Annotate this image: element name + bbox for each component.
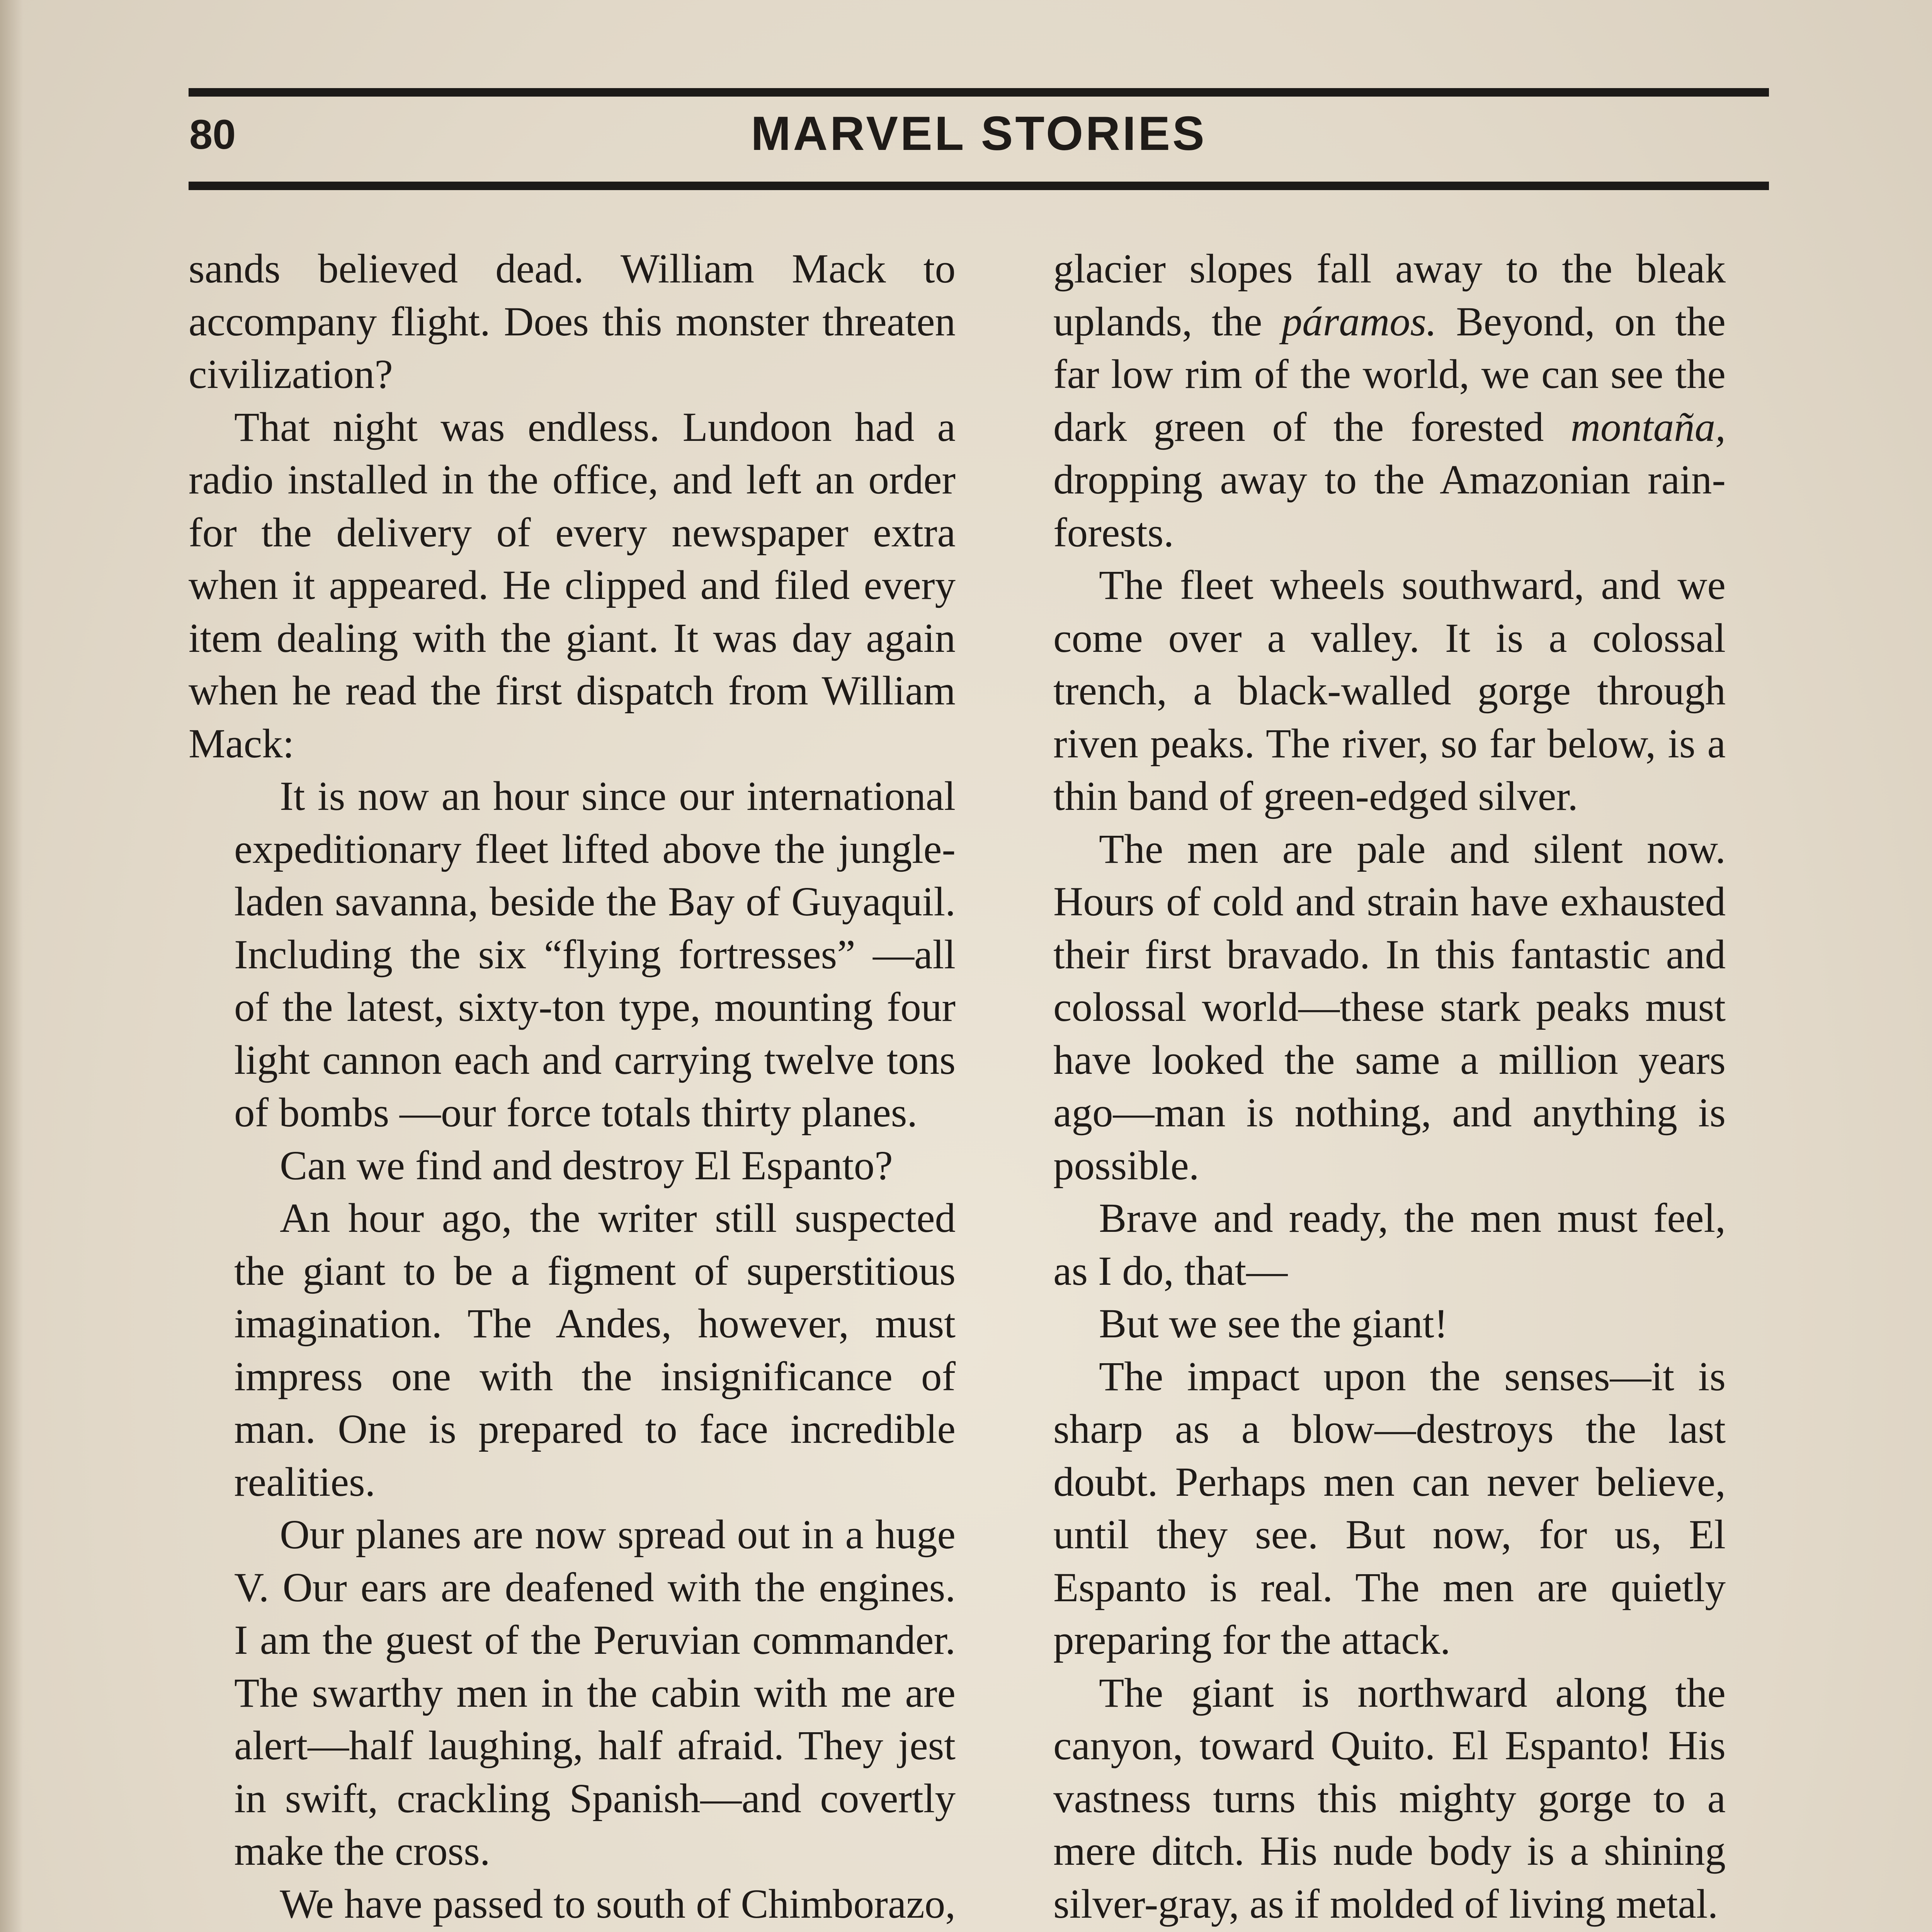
paragraph [1053, 243, 1726, 559]
header-rule-top [189, 88, 1769, 97]
page-edge-shadow [0, 0, 23, 1932]
text-run: dropping away to the Amazonian rain-forests. [1053, 457, 1726, 556]
dispatch-paragraph: An hour ago, the writer still suspected the giant to be a figment of superstitious imagination. The Andes, however, must impress one with the insignificance of man. One is prepared to face incredible realities. [234, 1196, 956, 1505]
paragraph: sands believed dead. William Mack to accompany flight. Does this monster threaten civilization? [189, 246, 956, 397]
header-rule-bottom [189, 182, 1769, 190]
left-column [189, 243, 956, 1932]
paragraph: The impact upon the senses—it is sharp as a blow—destroys the last doubt. Perhaps men can never believe, until they see. But now, for us, El Espanto is real. The men are quietly preparing for the attack. [1053, 1354, 1726, 1663]
paragraph: That night was endless. Lundoon had a radio installed in the office, and left an order for the delivery of every newspaper extra when it appeared. He clipped and filed every item dealing with the giant. It was day again when he read the first dispatch from William Mack: [189, 404, 956, 767]
paragraph: The fleet wheels southward, and we come over a valley. It is a colossal trench, a black-walled gorge through riven peaks. The river, so far below, is a thin band of green-edged silver. [1053, 563, 1726, 819]
italic-term: páramos. [1281, 299, 1437, 345]
paragraph: The men are pale and silent now. Hours of cold and strain have exhausted their first bravado. In this fantastic and colossal world—these stark peaks must have looked the same a million years ago—man is nothing, and anything is possible. [1053, 826, 1726, 1189]
italic-term: montaña, [1570, 404, 1726, 450]
text-run: glacier slopes fall away to the bleak uplands, the [1053, 246, 1726, 345]
dispatch-paragraph: We have passed to south of Chimborazo, [280, 1881, 956, 1927]
running-title: MARVEL STORIES [751, 107, 1207, 160]
dispatch-paragraph: Our planes are now spread out in a huge V. Our ears are deafened with the engines. I am the guest of the Peruvian commander. The swarthy men in the cabin with me are alert—half laughing, half afraid. They jest in swift, crackling Spanish—and covertly make the cross. [234, 1512, 956, 1874]
paragraph: The giant is northward along the canyon, toward Quito. El Espanto! His vastness turns this mighty gorge to a mere ditch. His nude body is a shining silver-gray, as if molded of living metal. [1053, 1670, 1726, 1927]
dispatch-paragraph: It is now an hour since our international expeditionary fleet lifted above the jungle-laden savanna, beside the Bay of Guyaquil. Including the six “flying fortresses” —all of the latest, sixty-ton type, mounting four light cannon each and carrying twelve tons of bombs —our force totals thirty planes. [234, 774, 956, 1136]
page-number: 80 [189, 111, 236, 158]
dispatch-paragraph: Can we find and destroy El Espanto? [280, 1143, 893, 1189]
paragraph: But we see the giant! [1099, 1301, 1448, 1347]
paragraph: Brave and ready, the men must feel, as I do, that— [1053, 1196, 1726, 1294]
right-column [1053, 243, 1726, 1932]
text-run: Beyond, on the far low rim of the world, we can see the dark green of the forested [1053, 299, 1726, 450]
